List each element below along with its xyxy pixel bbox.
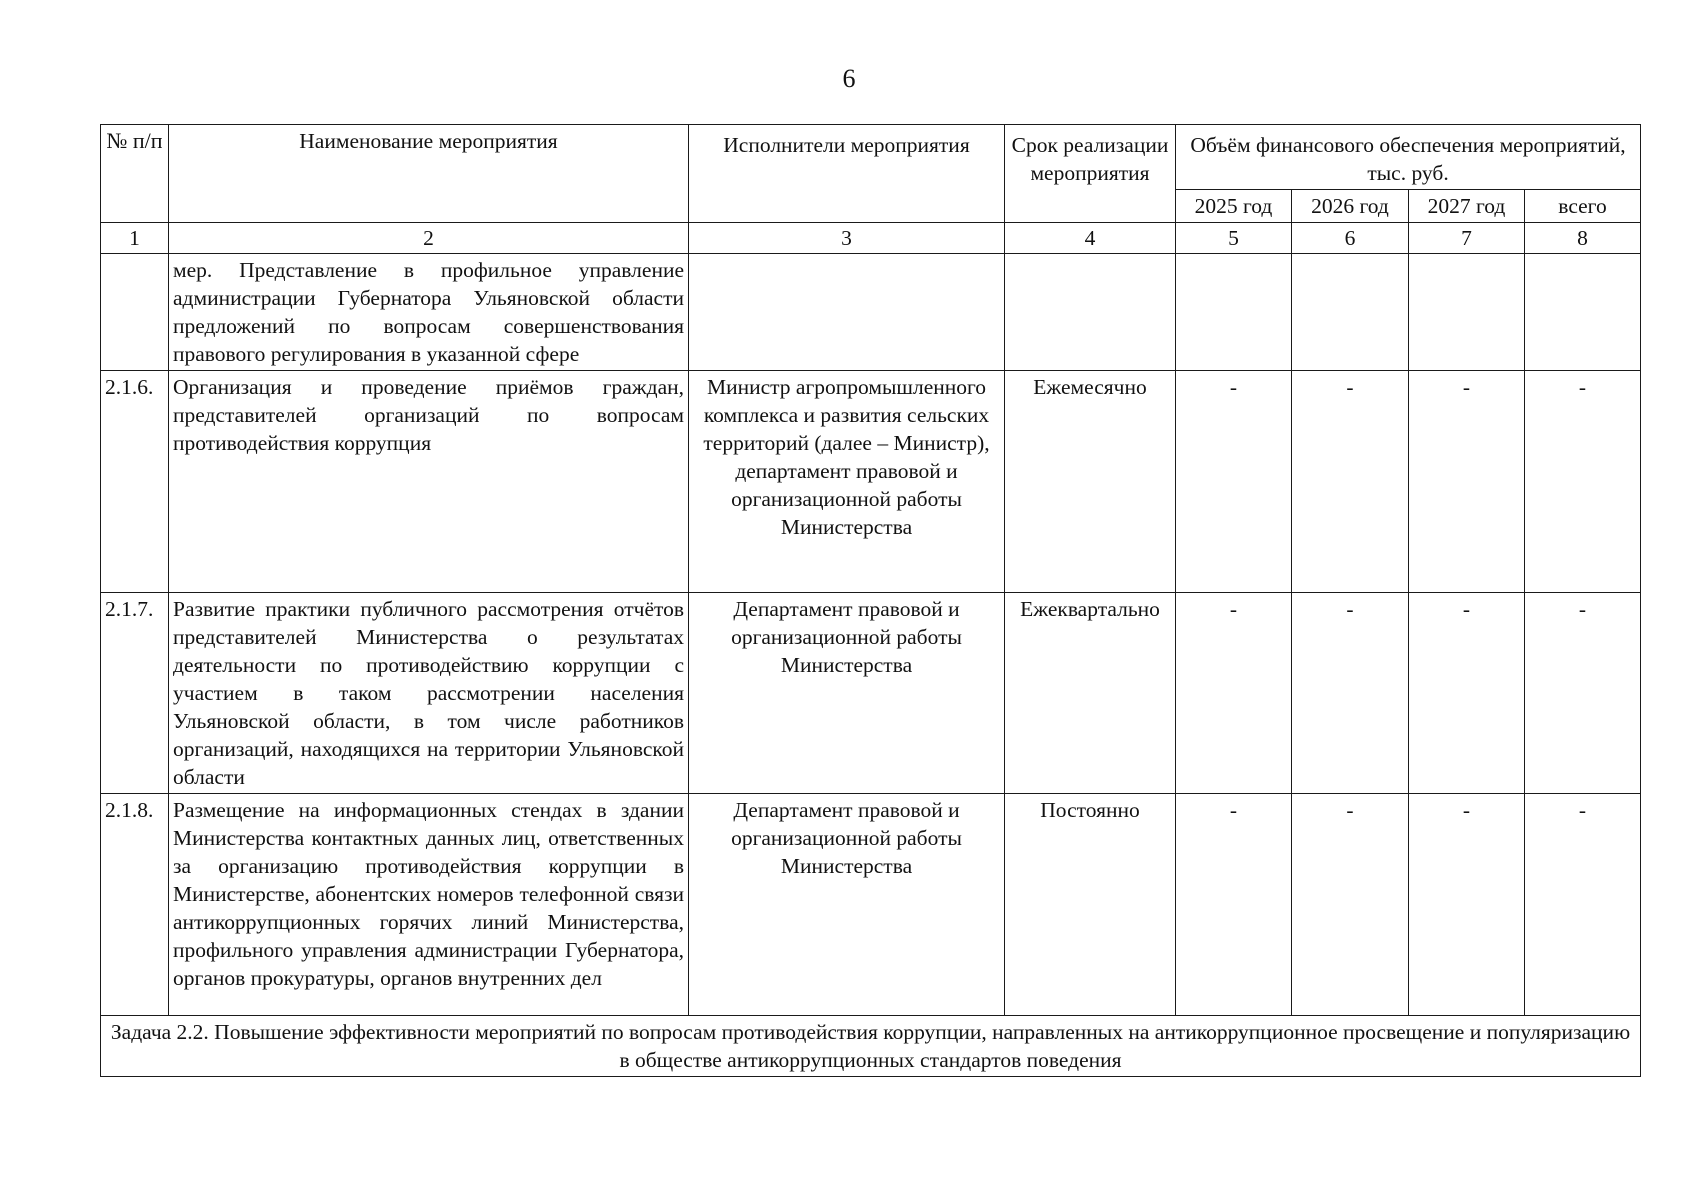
column-number: 6 — [1292, 223, 1409, 254]
row-value-2026: - — [1292, 593, 1409, 794]
row-term — [1005, 254, 1176, 371]
column-number: 1 — [101, 223, 169, 254]
row-value-2025: - — [1176, 593, 1292, 794]
row-term: Ежемесячно — [1005, 371, 1176, 593]
table-row — [101, 794, 1641, 1016]
column-numbers-row — [101, 223, 1641, 254]
row-value-2027 — [1409, 254, 1525, 371]
row-value-2026 — [1292, 254, 1409, 371]
row-name: мер. Представление в профильное управление администрации Губернатора Ульяновской области предложений по вопросам совершенствования правового регулирования в указанной сфере — [169, 254, 689, 371]
row-value-total: - — [1525, 371, 1641, 593]
row-executors: Департамент правовой и организационной работы Министерства — [689, 593, 1005, 794]
header-num: № п/п — [101, 125, 169, 223]
column-number: 5 — [1176, 223, 1292, 254]
header-row — [101, 125, 1641, 190]
row-value-2025: - — [1176, 794, 1292, 1016]
row-value-2025 — [1176, 254, 1292, 371]
row-value-2027: - — [1409, 794, 1525, 1016]
row-term: Постоянно — [1005, 794, 1176, 1016]
row-number — [101, 254, 169, 371]
row-value-2026: - — [1292, 371, 1409, 593]
column-number: 4 — [1005, 223, 1176, 254]
header-name: Наименование мероприятия — [169, 125, 689, 223]
row-name: Развитие практики публичного рассмотрения отчётов представителей Министерства о результатах деятельности по противодействию коррупции с участием в таком рассмотрении населения Ульяновской области, в том числе работников организаций, находящихся на территории Ульяновской области — [169, 593, 689, 794]
row-value-2027: - — [1409, 371, 1525, 593]
row-value-2027: - — [1409, 593, 1525, 794]
row-value-2026: - — [1292, 794, 1409, 1016]
column-number: 7 — [1409, 223, 1525, 254]
page-number: 6 — [842, 64, 856, 93]
row-name: Размещение на информационных стендах в здании Министерства контактных данных лиц, ответственных за организацию противодействия коррупции в Министерстве, абонентских номеров телефонной связи антикоррупционных горячих линий Министерства, профильного управления администрации Губернатора, органов прокуратуры, органов внутренних дел — [169, 794, 689, 1016]
header-total: всего — [1525, 190, 1641, 223]
row-name: Организация и проведение приёмов граждан, представителей организаций по вопросам противодействия коррупция — [169, 371, 689, 593]
row-number: 2.1.8. — [101, 794, 169, 1016]
header-year-2027: 2027 год — [1409, 190, 1525, 223]
column-number: 8 — [1525, 223, 1641, 254]
measures-table — [100, 124, 1641, 1077]
row-value-total: - — [1525, 593, 1641, 794]
column-number: 3 — [689, 223, 1005, 254]
row-executors: Департамент правовой и организационной работы Министерства — [689, 794, 1005, 1016]
column-number: 2 — [169, 223, 689, 254]
header-year-2026: 2026 год — [1292, 190, 1409, 223]
task-row — [101, 1016, 1641, 1077]
row-executors — [689, 254, 1005, 371]
task-heading: Задача 2.2. Повышение эффективности мероприятий по вопросам противодействия коррупции, направленных на антикоррупционное просвещение и популяризацию в обществе антикоррупционных стандартов поведения — [101, 1016, 1641, 1077]
row-executors: Министр агропромышленного комплекса и развития сельских территорий (далее – Министр), департамент правовой и организационной работы Министерства — [689, 371, 1005, 593]
header-funding: Объём финансового обеспечения мероприятий, тыс. руб. — [1176, 125, 1641, 190]
header-term: Срок реализации мероприятия — [1005, 125, 1176, 223]
header-executors: Исполнители мероприятия — [689, 125, 1005, 223]
row-value-total — [1525, 254, 1641, 371]
table-row — [101, 254, 1641, 371]
row-number: 2.1.7. — [101, 593, 169, 794]
table-row — [101, 593, 1641, 794]
header-year-2025: 2025 год — [1176, 190, 1292, 223]
table-row — [101, 371, 1641, 593]
row-value-2025: - — [1176, 371, 1292, 593]
row-term: Ежеквартально — [1005, 593, 1176, 794]
row-number: 2.1.6. — [101, 371, 169, 593]
row-value-total: - — [1525, 794, 1641, 1016]
